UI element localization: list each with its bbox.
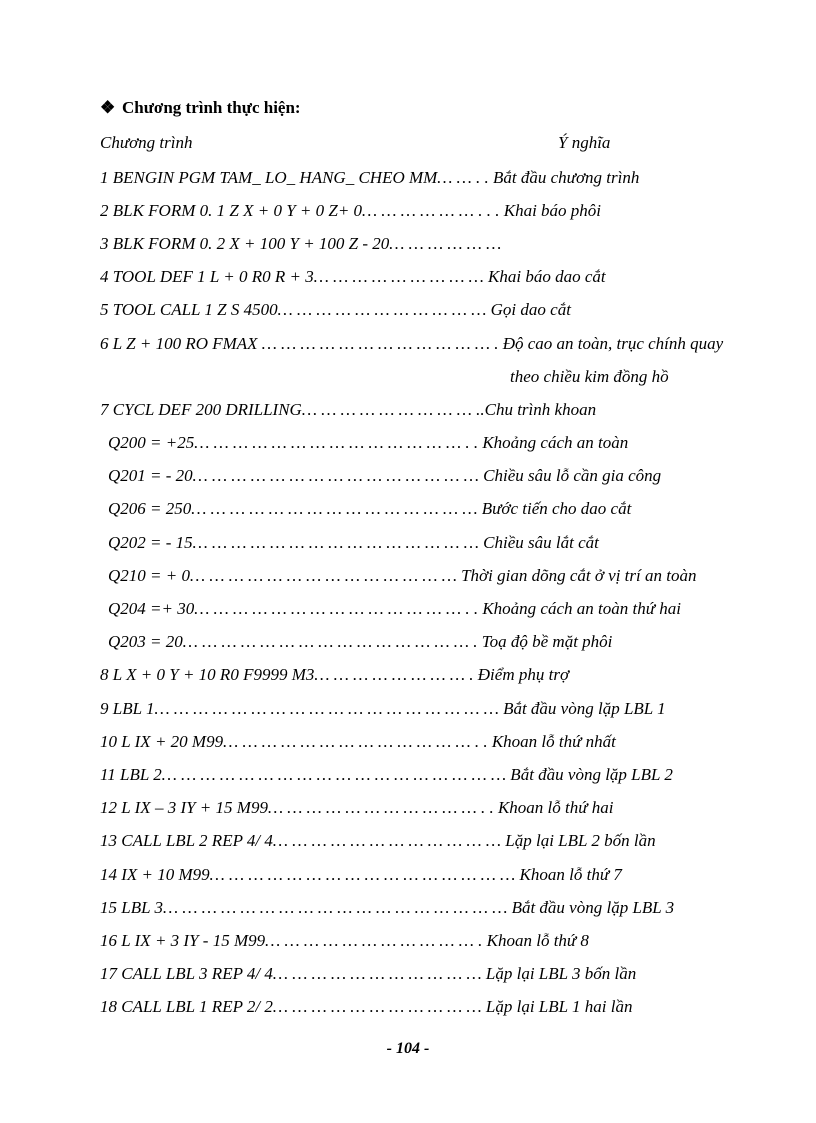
program-line-1: 1 BENGIN PGM TAM_ LO_ HANG_ CHEO MM… … . . Bắt đầu chương trình [100, 168, 640, 187]
program-line-7: 7 CYCL DEF 200 DRILLING… … … … … … … … … ..Chu trình khoan [100, 400, 597, 419]
param-line-q201: Q201 = - 20… … … … … … … … … … … … … … … Chiều sâu lỗ cần gia công [108, 466, 662, 485]
column-header-program: Chương trình [100, 133, 193, 152]
program-line-5: 5 TOOL CALL 1 Z S 4500… … … … … … … … … … … Gọi dao cắt [100, 300, 571, 319]
program-line-13: 13 CALL LBL 2 REP 4/ 4… … … … … … … … … … … … Lặp lại LBL 2 bốn lần [100, 831, 656, 850]
program-line-3: 3 BLK FORM 0. 2 X + 100 Y + 100 Z - 20… … … … … … [100, 234, 502, 253]
param-line-q203: Q203 = 20… … … … … … … … … … … … … … … . Toạ độ bề mặt phôi [108, 632, 613, 651]
param-line-q202: Q202 = - 15… … … … … … … … … … … … … … … Chiều sâu lắt cắt [108, 533, 599, 552]
program-line-18: 18 CALL LBL 1 REP 2/ 2… … … … … … … … … … … Lặp lại LBL 1 hai lần [100, 997, 633, 1016]
program-line-8: 8 L X + 0 Y + 10 R0 F9999 M3… … … … … … … … . Điểm phụ trợ [100, 665, 570, 684]
program-line-2: 2 BLK FORM 0. 1 Z X + 0 Y + 0 Z+ 0… … … … … … . . . Khai báo phôi [100, 201, 602, 220]
program-line-17: 17 CALL LBL 3 REP 4/ 4… … … … … … … … … … … Lặp lại LBL 3 bốn lần [100, 964, 637, 983]
page-number: - 104 - [386, 1040, 430, 1057]
program-line-10: 10 L IX + 20 M99… … … … … … … … … … … … … . . Khoan lỗ thứ nhất [100, 732, 616, 751]
program-line-4: 4 TOOL DEF 1 L + 0 R0 R + 3… … … … … … … … … Khai báo dao cắt [100, 267, 606, 286]
program-line-6-continuation: theo chiều kim đồng hồ [510, 367, 669, 386]
program-line-6: 6 L Z + 100 RO FMAX … … … … … … … … … … … … . Độ cao an toàn, trục chính quay [100, 334, 724, 353]
program-line-16: 16 L IX + 3 IY - 15 M99… … … … … … … … … … … . Khoan lỗ thứ 8 [100, 931, 589, 950]
section-heading [100, 98, 301, 118]
program-line-9: 9 LBL 1… … … … … … … … … … … … … … … … … … Bắt đầu vòng lặp LBL 1 [100, 699, 666, 718]
param-line-q200: Q200 = +25… … … … … … … … … … … … … … . . Khoảng cách an toàn [108, 433, 629, 452]
param-line-q210: Q210 = + 0… … … … … … … … … … … … … … Thời gian dõng cắt ở vị trí an toàn [108, 566, 697, 585]
section-heading-text: Chương trình thực hiện: [122, 98, 301, 117]
diamond-bullet-icon: ❖ [100, 98, 116, 117]
param-line-q204: Q204 =+ 30… … … … … … … … … … … … … … . . Khoảng cách an toàn thứ hai [108, 599, 681, 618]
param-line-q206: Q206 = 250… … … … … … … … … … … … … … … Bước tiến cho dao cắt [108, 499, 632, 518]
column-header-meaning: Ý nghĩa [558, 133, 611, 152]
program-line-15: 15 LBL 3… … … … … … … … … … … … … … … … … … Bắt đầu vòng lặp LBL 3 [100, 898, 675, 917]
program-line-12: 12 L IX – 3 IY + 15 M99… … … … … … … … … … … . . Khoan lỗ thứ hai [100, 798, 614, 817]
program-line-14: 14 IX + 10 M99… … … … … … … … … … … … … … … … Khoan lỗ thứ 7 [100, 865, 622, 884]
program-line-11: 11 LBL 2… … … … … … … … … … … … … … … … … … Bắt đầu vòng lặp LBL 2 [100, 765, 673, 784]
